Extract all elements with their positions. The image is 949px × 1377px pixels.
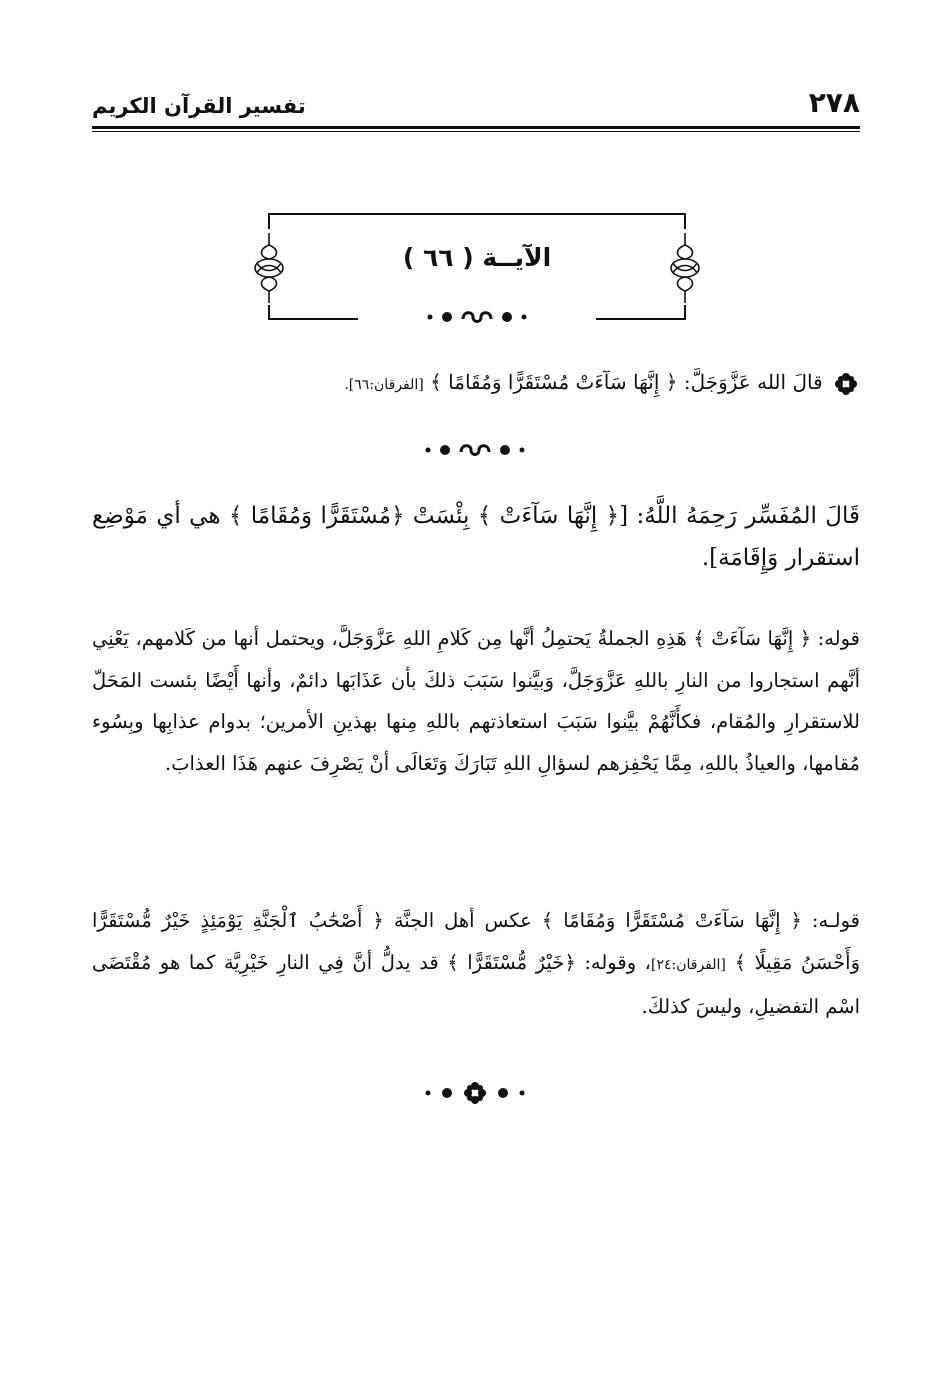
paragraph-text: قَالَ المُفَسِّر رَحِمَهُ اللَّهُ: [﴿ إِنَّهَا سَآءَتْ ﴾ بِئْسَتْ ﴿مُسْتَقَرًّا وَمُقَامًا ﴾ هي أي مَوْضِع استقرار وَإِقَامَة].: [92, 503, 860, 571]
header-rule: [92, 126, 860, 129]
verse-line: [87, 362, 857, 405]
page-number: ٢٧٨: [808, 86, 860, 119]
ayah-heading-frame: [268, 213, 686, 323]
section-divider: [268, 307, 686, 331]
end-divider: [0, 1082, 949, 1106]
verse-text: ﴿ إِنَّهَا سَآءَتْ مُسْتَقَرًّا وَمُقَامًا ﴾: [430, 370, 678, 394]
divider-ornament-icon: [415, 440, 535, 460]
paragraph-lead: قولـه: ﴿ إِنَّهَا سَآءَتْ مُسْتَقَرًّا وَمُقَامًا ﴾ عكس أهل الجنَّة ﴿ أَصْحَٰبُ ٱلْجَنَّةِ يَوْمَئِذٍ خَيْرٌ مُّسْتَقَرًّا وَأَحْسَنُ مَقِيلًا ﴾: [92, 909, 861, 974]
section-divider: [0, 440, 949, 464]
frame-left-upper: [268, 213, 270, 229]
paragraph-reference: [الفرقان:٢٤]: [650, 956, 726, 973]
frame-top-line: [268, 213, 686, 215]
paragraph-tail: ، وقوله: ﴿خَيْرٌ مُّسْتَقَرًّا ﴾ قد يدلُّ أنَّ فِي النارِ خَيْرِيَّة كما هو مُقْتَضَى اسْم التفضيلِ، وليسَ كذلكَ.: [92, 950, 860, 1018]
end-ornament-icon: [415, 1082, 535, 1104]
verse-intro: قالَ الله عَزَّوَجَلَّ:: [683, 370, 823, 394]
paragraph-text: [92, 900, 860, 1028]
paragraph-contrast: [92, 900, 860, 1028]
page-header: [92, 88, 860, 128]
frame-right-upper: [684, 213, 686, 229]
book-title: تفسير القرآن الكريم: [92, 94, 306, 118]
verse-reference: [الفرقان:٦٦].: [344, 377, 424, 393]
header-rule-thin: [92, 131, 860, 132]
paragraph-text: قوله: ﴿ إِنَّهَا سَآءَتْ ﴾ هَذِهِ الجملةُ يَحتمِلُ أنَّها مِن كَلامِ اللهِ عَزَّوَجَلَّ، ويحتمل أنها من كَلامهم، يَعْنِي أنَّهم استجاروا من النارِ باللهِ عَزَّوَجَلَّ، وَبيَّنوا سَبَبَ ذلكَ بأن عَذَابَها دائمٌ، وأنها أَيْضًا بئست المَحَلّ للاستقرارِ والمُقام، فكأَنَّهُمْ بيَّنوا سَبَبَ استعاذتهم باللهِ مِنها بهذينِ الأمرين؛ بدوام عذابِها وبِسُوء مُقامها، والعياذُ باللهِ، مِمَّا يَحْفِزهم لسؤالِ اللهِ تَبَارَكَ وَتَعَالَى أنْ يَصْرِفَ عنهم هَذَا العذابَ.: [92, 627, 860, 775]
divider-ornament-icon: [417, 307, 537, 327]
paragraph-commentator: [92, 495, 860, 579]
ayah-title: الآيــة ( ٦٦ ): [402, 243, 552, 272]
paragraph-explanation: [92, 618, 860, 784]
flower-ornament-icon: [835, 373, 857, 395]
